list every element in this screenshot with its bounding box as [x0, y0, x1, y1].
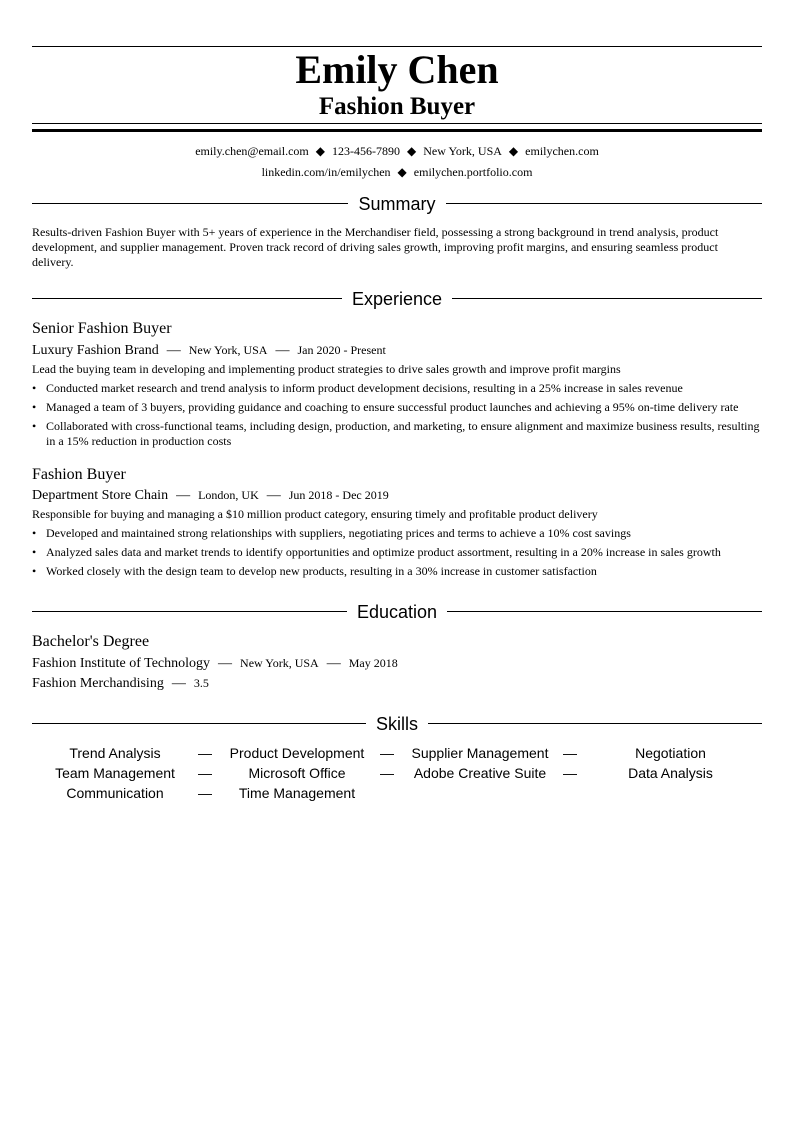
- job-dates: Jan 2020 - Present: [297, 343, 386, 357]
- bullet-icon: •: [32, 419, 37, 433]
- skill-item: Communication: [66, 785, 164, 801]
- skill-item: Negotiation: [635, 745, 706, 761]
- section-title-education: Education: [347, 602, 447, 622]
- education-school: Fashion Institute of Technology: [32, 656, 211, 671]
- dash-separator: —: [563, 745, 577, 761]
- skills-row: [32, 743, 762, 763]
- skill-item: Product Development: [229, 745, 365, 761]
- bullet-icon: •: [32, 381, 37, 395]
- section-header-experience: [32, 288, 762, 310]
- education-degree: Bachelor's Degree: [32, 633, 150, 650]
- education-meta: [32, 654, 398, 673]
- diamond-separator-icon: ◆: [315, 144, 325, 158]
- bullet-icon: •: [32, 545, 37, 559]
- list-item: • Collaborated with cross-functional teams, including design, production, and marketing, to ensure alignment and maximize business results, resulting in a 15% reduction in production costs: [32, 419, 760, 448]
- job-title: Fashion Buyer: [32, 466, 126, 483]
- job-company: Department Store Chain: [32, 488, 169, 503]
- job-meta: [32, 486, 389, 505]
- job-description: Responsible for buying and managing a $10 million product category, ensuring timely and profitable product delivery: [32, 507, 598, 521]
- contact-portfolio[interactable]: emilychen.portfolio.com: [413, 165, 533, 179]
- education-gpa: 3.5: [193, 676, 209, 690]
- skill-item: Team Management: [55, 765, 175, 781]
- skills-row: [32, 783, 762, 803]
- dash-separator: —: [198, 745, 212, 761]
- job-title: Senior Fashion Buyer: [32, 320, 172, 337]
- section-header-skills: [32, 713, 762, 735]
- skills-grid: [32, 743, 762, 803]
- section-title-skills: Skills: [366, 714, 428, 734]
- education-date: May 2018: [348, 656, 398, 670]
- candidate-name: Emily Chen: [295, 47, 499, 92]
- job-dates: Jun 2018 - Dec 2019: [288, 488, 389, 502]
- skill-item: Data Analysis: [628, 765, 713, 781]
- skill-item: Adobe Creative Suite: [413, 765, 547, 781]
- bullet-icon: •: [32, 564, 37, 578]
- summary-text: Results-driven Fashion Buyer with 5+ years of experience in the Merchandiser field, possessing a strong background in trend analysis, product development, and supplier management. Proven track record of driving sales growth, improving profit margins, and ensuring seamless product delivery.: [32, 225, 719, 269]
- contact-location: New York, USA: [423, 144, 502, 158]
- contact-line-2: [32, 164, 762, 180]
- section-title-summary: Summary: [348, 194, 445, 214]
- list-item: • Worked closely with the design team to develop new products, resulting in a 30% increase in customer satisfaction: [32, 564, 597, 578]
- dash-separator: —: [275, 343, 290, 358]
- skill-item: Trend Analysis: [69, 745, 161, 761]
- contact-phone[interactable]: 123-456-7890: [332, 144, 400, 158]
- job-bullets: [32, 526, 762, 583]
- dash-separator: —: [171, 676, 186, 691]
- dash-separator: —: [380, 765, 394, 781]
- section-title-experience: Experience: [342, 289, 452, 309]
- dash-separator: —: [326, 656, 341, 671]
- candidate-title: Fashion Buyer: [318, 93, 476, 120]
- dash-separator: —: [198, 765, 212, 781]
- contact-email[interactable]: emily.chen@email.com: [195, 144, 309, 158]
- list-item: • Analyzed sales data and market trends to identify opportunities and optimize product assortment, resulting in a 20% increase in sales growth: [32, 545, 721, 559]
- education-major-line: [32, 674, 209, 693]
- dash-separator: —: [198, 785, 212, 801]
- dash-separator: —: [266, 488, 281, 503]
- list-item: • Developed and maintained strong relationships with suppliers, negotiating prices and terms to achieve a 10% cost savings: [32, 526, 631, 540]
- education-major: Fashion Merchandising: [32, 676, 164, 691]
- contact-line-1: [32, 143, 762, 159]
- skills-row: [32, 763, 762, 783]
- job-description: Lead the buying team in developing and implementing product strategies to drive sales growth and improve profit margins: [32, 362, 621, 376]
- bullet-icon: •: [32, 400, 37, 414]
- section-header-summary: [32, 193, 762, 215]
- dash-separator: —: [166, 343, 181, 358]
- education-location: New York, USA: [240, 656, 319, 670]
- diamond-separator-icon: ◆: [397, 165, 407, 179]
- list-item: • Managed a team of 3 buyers, providing guidance and coaching to ensure successful product launches and achieving a 95% on-time delivery rate: [32, 400, 739, 414]
- list-item: • Conducted market research and trend analysis to inform product development decisions, resulting in a 25% increase in sales revenue: [32, 381, 683, 395]
- dash-separator: —: [176, 488, 191, 503]
- diamond-separator-icon: ◆: [407, 144, 417, 158]
- skill-item: Time Management: [238, 785, 356, 801]
- diamond-separator-icon: ◆: [508, 144, 519, 158]
- header-rule-thin: [32, 123, 762, 124]
- dash-separator: —: [563, 765, 577, 781]
- bullet-icon: •: [32, 526, 37, 540]
- job-meta: [32, 341, 386, 360]
- job-bullets: [32, 381, 762, 453]
- dash-separator: —: [380, 745, 394, 761]
- skill-item: Supplier Management: [411, 745, 549, 761]
- dash-separator: —: [218, 656, 233, 671]
- skill-item: Microsoft Office: [248, 765, 346, 781]
- job-location: New York, USA: [188, 343, 268, 357]
- contact-website[interactable]: emilychen.com: [525, 144, 599, 158]
- job-location: London, UK: [198, 488, 259, 502]
- job-company: Luxury Fashion Brand: [32, 343, 159, 358]
- section-header-education: [32, 601, 762, 623]
- header-rule-thick: [32, 129, 762, 132]
- contact-linkedin[interactable]: linkedin.com/in/emilychen: [261, 165, 391, 179]
